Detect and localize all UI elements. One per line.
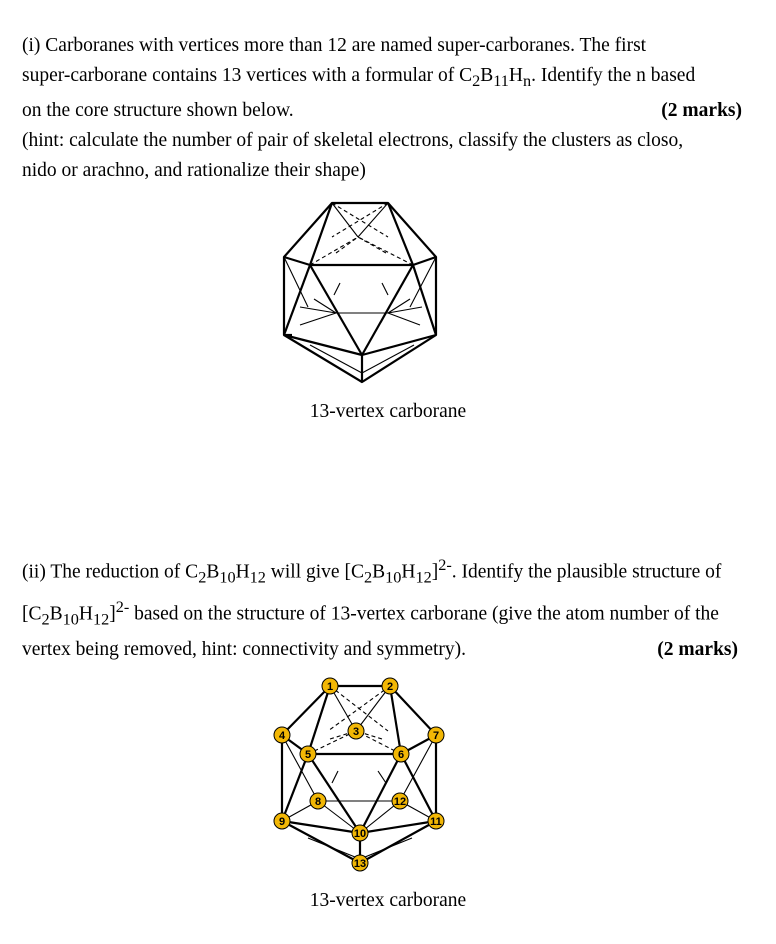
carborane-13-vertex-diagram: [270, 195, 450, 390]
question-part-2: [22, 550, 738, 665]
vertex-number: 5: [304, 749, 312, 761]
q1-marks: (2 marks): [661, 99, 742, 121]
vertex-label-1: [322, 678, 338, 694]
figure-2-caption: 13-vertex carborane: [309, 890, 467, 911]
q1-line-2: super-carborane contains 13 vertices with a formular of $C_2B_{11}H_n$. Identify the n based: [22, 65, 696, 90]
vertex-number: 8: [314, 796, 322, 808]
vertex-number: 9: [278, 816, 286, 828]
q2-line-1: (ii) The reduction of $C_2B_{10}H_{12}$ will give $[C_2B_{10}H_{12}]^{2-}$. Identify the plausible structure of: [22, 556, 722, 587]
question-part-1: [22, 31, 742, 186]
vertex-label-11: [428, 813, 444, 829]
q1-line-1: (i) Carboranes with vertices more than 12 are named super-carboranes. The first: [22, 35, 647, 56]
vertex-label-13: [352, 855, 368, 871]
vertex-number: 1: [326, 681, 334, 693]
vertex-label-4: [274, 727, 290, 743]
q2-line-3: vertex being removed, hint: connectivity and symmetry). (2 marks): [22, 635, 738, 665]
q1-line-4: (hint: calculate the number of pair of skeletal electrons, classify the clusters as closo,: [22, 129, 684, 151]
vertex-label-6: [393, 746, 409, 762]
vertex-number: 11: [430, 816, 442, 828]
vertex-label-10: [352, 825, 368, 841]
figure-1-caption: 13-vertex carborane: [309, 401, 467, 422]
vertex-label-8: [310, 793, 326, 809]
q2-marks: (2 marks): [657, 638, 738, 660]
vertex-label-3: [348, 723, 364, 739]
vertex-number: 7: [432, 730, 440, 742]
vertex-label-5: [300, 746, 316, 762]
vertex-number: 3: [352, 726, 360, 738]
vertex-number: 2: [386, 681, 394, 693]
vertex-number: 13: [353, 858, 367, 870]
vertex-label-7: [428, 727, 444, 743]
vertex-number: 12: [393, 796, 407, 808]
q2-line-2: $[C_2B_{10}H_{12}]^{2-}$ based on the structure of 13-vertex carborane (give the atom number of the: [22, 598, 719, 629]
q1-line-3: on the core structure shown below. (2 marks): [22, 96, 742, 126]
vertex-label-2: [382, 678, 398, 694]
vertex-number: 10: [353, 828, 367, 840]
q1-line-5: nido or arachno, and rationalize their shape): [22, 159, 366, 181]
carborane-13-vertex-numbered-diagram: [268, 673, 448, 873]
vertex-number: 4: [278, 730, 286, 742]
vertex-number: 6: [397, 749, 405, 761]
vertex-label-9: [274, 813, 290, 829]
vertex-label-12: [392, 793, 408, 809]
